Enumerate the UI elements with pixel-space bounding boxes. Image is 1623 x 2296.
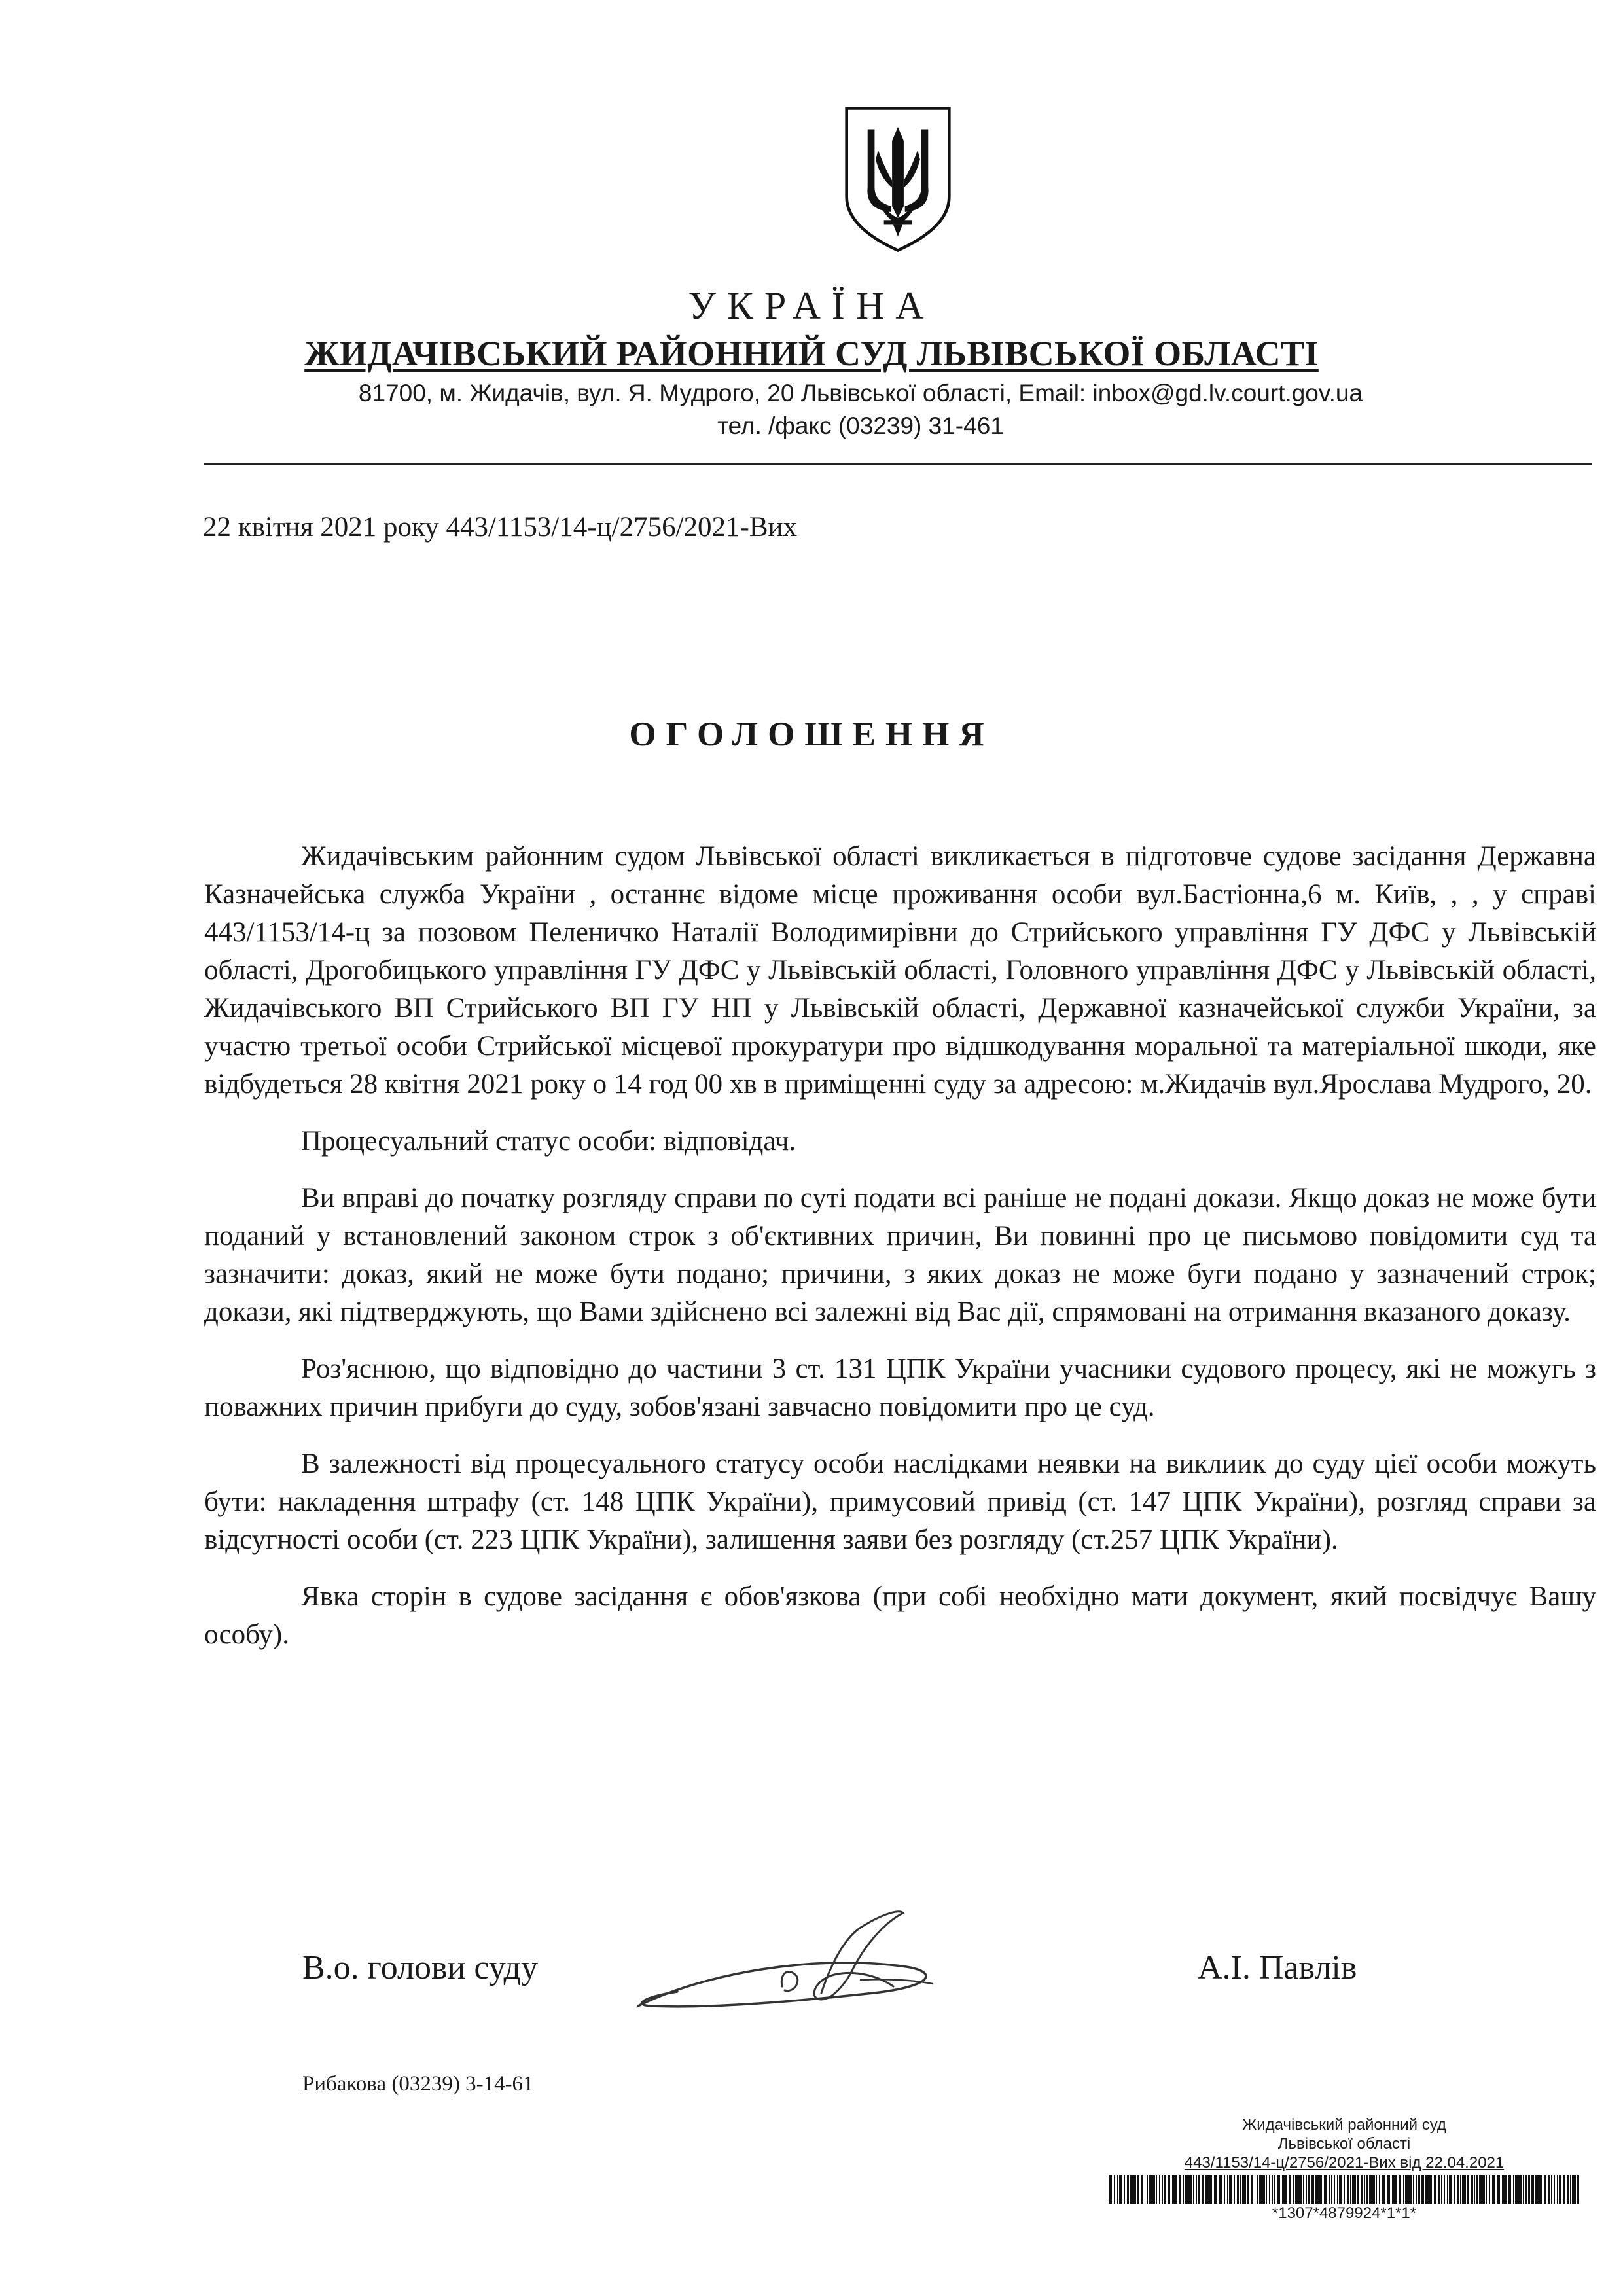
barcode-bar xyxy=(1196,2175,1197,2204)
barcode-bar xyxy=(1438,2175,1440,2204)
barcode-bar xyxy=(1347,2175,1349,2204)
barcode-bar xyxy=(1221,2175,1222,2204)
barcode-bar xyxy=(1525,2175,1527,2204)
barcode-bar xyxy=(1449,2175,1452,2204)
barcode-bar xyxy=(1227,2175,1228,2204)
barcode-bar xyxy=(1544,2175,1546,2204)
barcode-bar xyxy=(1559,2175,1561,2204)
barcode-bar xyxy=(1425,2175,1427,2204)
paragraph-evidence: Ви вправі до початку розгляду справи по суті подати всі раніше не подані докази. Якщо доказ не може бути поданий у встановлений законом строк з об'єктивних причин, Ви повинні про це письмово повідомити суд та зазначити: доказ, який не може бути подано; причини, з яких доказ не може буги подано у зазначений строк; докази, які підтверджують, що Вами здійснено всі залежні від Вас дії, спрямовані на отримання вказаного доказу. xyxy=(204,1183,1596,1327)
handwritten-signature xyxy=(625,1901,972,2052)
barcode-bar xyxy=(1489,2175,1490,2204)
barcode xyxy=(1109,2175,1580,2204)
barcode-bar xyxy=(1465,2175,1466,2204)
barcode-bar xyxy=(1410,2175,1412,2204)
barcode-bar xyxy=(1331,2175,1332,2204)
stamp-court-line: Жидачівський районний суд xyxy=(1242,2116,1446,2134)
barcode-bar xyxy=(1237,2175,1239,2204)
barcode-bar xyxy=(1392,2175,1395,2204)
barcode-bar xyxy=(1416,2175,1417,2204)
barcode-bar xyxy=(1471,2175,1473,2204)
barcode-bar xyxy=(1277,2175,1280,2204)
document-reference: 22 квітня 2021 року 443/1153/14-ц/2756/2021-Вих xyxy=(203,512,798,543)
barcode-bar xyxy=(1329,2175,1330,2204)
barcode-bar xyxy=(1124,2175,1125,2204)
barcode-bar xyxy=(1528,2175,1530,2204)
barcode-bar xyxy=(1311,2175,1314,2204)
barcode-bar xyxy=(1247,2175,1249,2204)
barcode-bar xyxy=(1403,2175,1404,2204)
barcode-bar xyxy=(1295,2175,1298,2204)
stamp-region-line: Львівської області xyxy=(1277,2135,1411,2153)
barcode-bar xyxy=(1272,2175,1273,2204)
barcode-bar xyxy=(1324,2175,1327,2204)
barcode-bar xyxy=(1306,2175,1307,2204)
barcode-bar xyxy=(1427,2175,1429,2204)
barcode-bar xyxy=(1467,2175,1469,2204)
barcode-bar xyxy=(1577,2175,1579,2204)
barcode-bar xyxy=(1114,2175,1115,2204)
barcode-bar xyxy=(1575,2175,1576,2204)
barcode-bar xyxy=(1493,2175,1495,2204)
barcode-bar xyxy=(1209,2175,1212,2204)
barcode-bar xyxy=(1234,2175,1235,2204)
barcode-bar xyxy=(1159,2175,1160,2204)
barcode-bar xyxy=(1554,2175,1555,2204)
paragraph-summons: Жидачівським районним судом Львівської області викликається в підготовче судове засідання Державна Казначейська служба України , останнє відоме місце проживання особи вул.Бастіонна,6 м. Київ, , , у справі 443/1153/14-ц за позовом Пеленичко Наталії Володимирівни до Стрийського управління ГУ ДФС у Львівській області, Дрогобицького управління ГУ ДФС у Львівській області, Головного управління ДФС у Львівській області, Жидачівського ВП Стрийського ВП ГУ НП у Львівській області, Державної казначейської служби України, за участю третьої особи Стрийської місцевої прокуратури про відшкодування моральної та матеріальної шкоди, яке відбудеться 28 квітня 2021 року о 14 год 00 хв в приміщенні суду за адресою: м.Жидачів вул.Ярослава Мудрого, 20. xyxy=(204,841,1596,1100)
barcode-bar xyxy=(1474,2175,1475,2204)
barcode-bar xyxy=(1202,2175,1204,2204)
barcode-bar xyxy=(1551,2175,1552,2204)
barcode-bar xyxy=(1567,2175,1569,2204)
barcode-bar xyxy=(1185,2175,1188,2204)
barcode-bar xyxy=(1214,2175,1217,2204)
barcode-bar xyxy=(1339,2175,1342,2204)
paragraph-notification: Роз'яснюю, що відповідно до частини 3 ст. 131 ЦПК України учасники судового процесу, які не можугь з поважних причин прибуги до суду, зобов'язані завчасно повідомити про це суд. xyxy=(204,1354,1596,1422)
barcode-bar xyxy=(1266,2175,1267,2204)
barcode-bar xyxy=(1137,2175,1139,2204)
barcode-bar xyxy=(1132,2175,1135,2204)
barcode-bar xyxy=(1240,2175,1241,2204)
barcode-bar xyxy=(1454,2175,1455,2204)
barcode-bar xyxy=(1548,2175,1550,2204)
court-name: ЖИДАЧІВСЬКИЙ РАЙОННИЙ СУД ЛЬВІВСЬКОЇ ОБЛАСТІ xyxy=(304,334,1319,373)
barcode-bar xyxy=(1460,2175,1461,2204)
barcode-bar xyxy=(1366,2175,1368,2204)
barcode-bar xyxy=(1229,2175,1232,2204)
barcode-bar xyxy=(1164,2175,1166,2204)
barcode-bar xyxy=(1482,2175,1485,2204)
barcode-bar xyxy=(1357,2175,1359,2204)
barcode-bar xyxy=(1520,2175,1522,2204)
barcode-bar xyxy=(1242,2175,1245,2204)
barcode-bar xyxy=(1492,2175,1493,2204)
barcode-bar xyxy=(1476,2175,1478,2204)
barcode-bar xyxy=(1193,2175,1194,2204)
trident-coat-of-arms-icon xyxy=(840,103,956,255)
country-heading: УКРАЇНА xyxy=(688,284,935,327)
barcode-bar xyxy=(1175,2175,1177,2204)
barcode-bar xyxy=(1147,2175,1148,2204)
court-address: 81700, м. Жидачів, вул. Я. Мудрого, 20 Львівської області, Email: inbox@gd.lv.court.gov.ua xyxy=(358,380,1363,406)
executor-contact: Рибакова (03239) 3-14-61 xyxy=(302,2072,534,2096)
barcode-bar xyxy=(1447,2175,1448,2204)
barcode-bar xyxy=(1172,2175,1175,2204)
barcode-bar xyxy=(1300,2175,1302,2204)
barcode-bar xyxy=(1387,2175,1390,2204)
barcode-bar xyxy=(1563,2175,1565,2204)
barcode-bar xyxy=(1383,2175,1385,2204)
court-phone: тел. /факс (03239) 31-461 xyxy=(717,412,1004,439)
barcode-bar xyxy=(1130,2175,1132,2204)
paragraph-status: Процесуальний статус особи: відповідач. xyxy=(301,1126,796,1157)
stamp-reference: 443/1153/14-ц/2756/2021-Вих від 22.04.2021 xyxy=(1184,2154,1505,2172)
barcode-bar xyxy=(1219,2175,1221,2204)
barcode-bar xyxy=(1207,2175,1209,2204)
barcode-bar xyxy=(1205,2175,1207,2204)
barcode-bar xyxy=(1315,2175,1317,2204)
barcode-bar xyxy=(1497,2175,1500,2204)
barcode-bar xyxy=(1518,2175,1520,2204)
barcode-bar xyxy=(1224,2175,1225,2204)
barcode-bar xyxy=(1486,2175,1487,2204)
barcode-bar xyxy=(1434,2175,1436,2204)
barcode-bar xyxy=(1505,2175,1507,2204)
barcode-bar xyxy=(1508,2175,1511,2204)
barcode-bar xyxy=(1413,2175,1414,2204)
barcode-bar xyxy=(1274,2175,1275,2204)
barcode-bar xyxy=(1259,2175,1262,2204)
barcode-bar xyxy=(1188,2175,1190,2204)
barcode-bar xyxy=(1376,2175,1377,2204)
barcode-bar xyxy=(1361,2175,1363,2204)
barcode-bar xyxy=(1282,2175,1285,2204)
signatory-role: В.о. голови суду xyxy=(302,1949,538,1986)
barcode-bar xyxy=(1285,2175,1287,2204)
barcode-bar xyxy=(1364,2175,1365,2204)
barcode-bar xyxy=(1337,2175,1338,2204)
paragraph-attendance: Явка сторін в судове засідання є обов'язкова (при собі необхідно мати документ, який посвідчує Вашу особу). xyxy=(204,1581,1596,1650)
barcode-bar xyxy=(1372,2175,1375,2204)
barcode-bar xyxy=(1262,2175,1265,2204)
barcode-bar xyxy=(1444,2175,1445,2204)
barcode-bar xyxy=(1119,2175,1122,2204)
barcode-bar xyxy=(1523,2175,1524,2204)
barcode-bar xyxy=(1135,2175,1136,2204)
barcode-bar xyxy=(1531,2175,1534,2204)
barcode-bar xyxy=(1109,2175,1111,2204)
barcode-bar xyxy=(1152,2175,1155,2204)
barcode-bar xyxy=(1293,2175,1294,2204)
notice-title: ОГОЛОШЕННЯ xyxy=(629,715,994,753)
notice-body xyxy=(204,838,1596,1673)
barcode-bar xyxy=(1257,2175,1258,2204)
barcode-bar xyxy=(1298,2175,1300,2204)
barcode-bar xyxy=(1395,2175,1397,2204)
barcode-bar xyxy=(1399,2175,1401,2204)
barcode-bar xyxy=(1127,2175,1129,2204)
barcode-bar xyxy=(1308,2175,1310,2204)
barcode-bar xyxy=(1462,2175,1465,2204)
barcode-bar xyxy=(1441,2175,1442,2204)
barcode-bar xyxy=(1289,2175,1291,2204)
barcode-bar xyxy=(1418,2175,1420,2204)
barcode-bar xyxy=(1117,2175,1118,2204)
barcode-bar xyxy=(1479,2175,1482,2204)
barcode-bar xyxy=(1168,2175,1170,2204)
barcode-bar xyxy=(1513,2175,1514,2204)
barcode-bar xyxy=(1317,2175,1319,2204)
barcode-bar xyxy=(1111,2175,1112,2204)
barcode-bar xyxy=(1535,2175,1537,2204)
barcode-bar xyxy=(1350,2175,1351,2204)
barcode-bar xyxy=(1319,2175,1322,2204)
barcode-bar xyxy=(1245,2175,1246,2204)
barcode-bar xyxy=(1141,2175,1143,2204)
barcode-bar xyxy=(1429,2175,1432,2204)
barcode-bar xyxy=(1515,2175,1518,2204)
signatory-name: А.І. Павлів xyxy=(1198,1949,1357,1986)
barcode-bar xyxy=(1570,2175,1571,2204)
barcode-bar xyxy=(1198,2175,1200,2204)
barcode-text: *1307*4879924*1*1* xyxy=(1272,2204,1417,2222)
barcode-bar xyxy=(1190,2175,1192,2204)
barcode-bar xyxy=(1537,2175,1539,2204)
barcode-bar xyxy=(1369,2175,1372,2204)
paragraph-consequences: В залежності від процесуального статусу особи наслідками неявки на виклиик до суду цієї особи можуть бути: накладення штрафу (ст. 148 ЦПК України), примусовий привід (ст. 147 ЦПК України), розгляд справи за відсугності особи (ст. 223 ЦПК України), залишення заяви без розгляду (ст.257 ЦПК України). xyxy=(204,1448,1596,1555)
barcode-bar xyxy=(1355,2175,1356,2204)
header-divider xyxy=(204,463,1592,465)
barcode-bar xyxy=(1379,2175,1380,2204)
barcode-bar xyxy=(1156,2175,1157,2204)
barcode-bar xyxy=(1162,2175,1163,2204)
barcode-bar xyxy=(1149,2175,1152,2204)
barcode-bar xyxy=(1251,2175,1253,2204)
barcode-bar xyxy=(1183,2175,1184,2204)
barcode-bar xyxy=(1457,2175,1459,2204)
barcode-bar xyxy=(1269,2175,1270,2204)
barcode-bar xyxy=(1352,2175,1355,2204)
barcode-bar xyxy=(1405,2175,1408,2204)
barcode-bar xyxy=(1408,2175,1410,2204)
barcode-bar xyxy=(1344,2175,1345,2204)
barcode-bar xyxy=(1421,2175,1424,2204)
barcode-bar xyxy=(1502,2175,1505,2204)
barcode-bar xyxy=(1179,2175,1181,2204)
barcode-bar xyxy=(1303,2175,1304,2204)
barcode-bar xyxy=(1539,2175,1542,2204)
registration-stamp xyxy=(1105,2115,1584,2223)
barcode-bar xyxy=(1572,2175,1575,2204)
barcode-bar xyxy=(1334,2175,1335,2204)
barcode-bar xyxy=(1557,2175,1558,2204)
barcode-bar xyxy=(1382,2175,1383,2204)
